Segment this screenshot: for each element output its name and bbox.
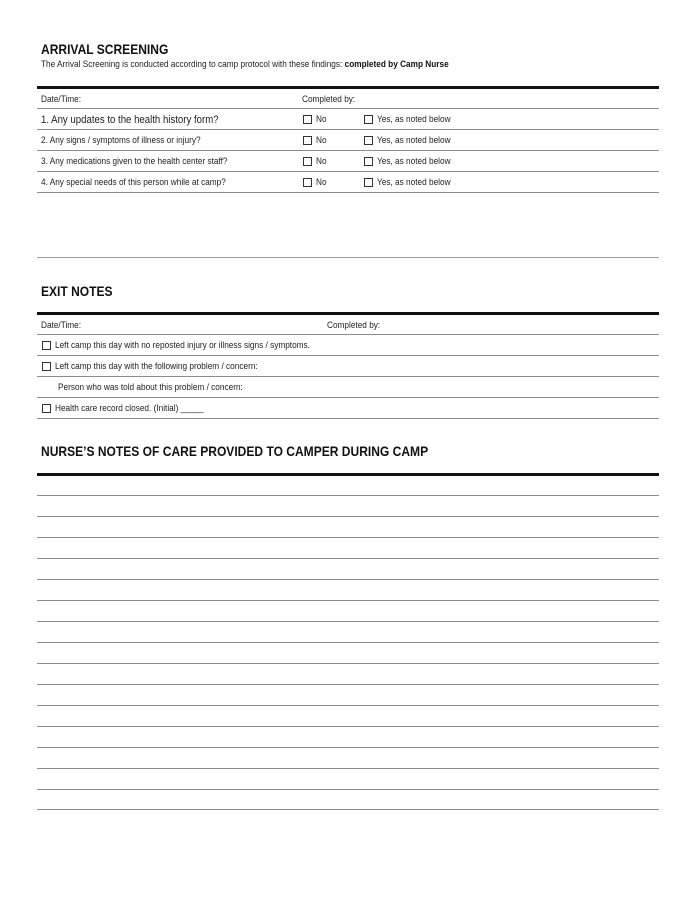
notes-line xyxy=(37,558,659,559)
divider xyxy=(37,334,659,335)
arrival-completed-by-label-text: Completed by: xyxy=(302,94,356,105)
question-1 xyxy=(41,114,247,126)
no-label-text: No xyxy=(316,135,327,146)
arrival-top-rule xyxy=(37,86,659,89)
question-3 xyxy=(41,156,258,168)
exit-person-told-text: Person who was told about this problem / concern: xyxy=(58,382,243,393)
question-1-no-label xyxy=(316,114,328,126)
subtitle-text: The Arrival Screening is conducted according to camp protocol with these findings: xyxy=(41,59,345,70)
notes-line xyxy=(37,768,659,769)
exit-person-told-label xyxy=(58,382,273,394)
question-3-text: 3. Any medications given to the health center staff? xyxy=(41,156,228,167)
question-4-yes-label xyxy=(377,177,463,189)
no-label-text: No xyxy=(316,177,327,188)
notes-line xyxy=(37,663,659,664)
notes-line xyxy=(37,642,659,643)
exit-record-closed-checkbox[interactable] xyxy=(42,404,51,413)
exit-notes-title-text: EXIT NOTES xyxy=(41,283,113,299)
exit-notes-title xyxy=(41,283,124,299)
question-1-no-checkbox[interactable] xyxy=(303,115,312,124)
exit-problem-checkbox[interactable] xyxy=(42,362,51,371)
divider xyxy=(37,397,659,398)
question-1-yes-checkbox[interactable] xyxy=(364,115,373,124)
arrival-screening-title xyxy=(41,41,189,57)
question-2-yes-checkbox[interactable] xyxy=(364,136,373,145)
question-3-yes-checkbox[interactable] xyxy=(364,157,373,166)
arrival-screening-subtitle xyxy=(41,59,515,70)
question-3-yes-label xyxy=(377,156,463,168)
notes-line xyxy=(37,495,659,496)
exit-problem-label xyxy=(55,361,291,373)
divider xyxy=(37,418,659,419)
exit-completed-by-label-text: Completed by: xyxy=(327,320,381,331)
notes-line xyxy=(37,537,659,538)
divider xyxy=(37,108,659,109)
nurses-notes-title-text: NURSE’S NOTES OF CARE PROVIDED TO CAMPER DURING CAMP xyxy=(41,443,429,459)
subtitle-bold-text: completed by Camp Nurse xyxy=(344,59,449,70)
arrival-completed-by-label xyxy=(302,94,364,106)
question-3-no-label xyxy=(316,156,328,168)
exit-record-closed-label xyxy=(55,403,228,415)
nurses-notes-title xyxy=(41,443,491,459)
divider xyxy=(37,150,659,151)
notes-line xyxy=(37,579,659,580)
arrival-screening-title-text: ARRIVAL SCREENING xyxy=(41,41,169,57)
question-1-text: 1. Any updates to the health history form? xyxy=(41,114,219,126)
notes-top-rule xyxy=(37,473,659,476)
notes-line xyxy=(37,809,659,810)
question-4-yes-checkbox[interactable] xyxy=(364,178,373,187)
question-2-text: 2. Any signs / symptoms of illness or injury? xyxy=(41,135,201,146)
divider xyxy=(37,129,659,130)
divider xyxy=(37,376,659,377)
no-label-text: No xyxy=(316,156,327,167)
exit-no-injury-label xyxy=(55,340,351,352)
exit-problem-text: Left camp this day with the following problem / concern: xyxy=(55,361,258,372)
yes-label-text: Yes, as noted below xyxy=(377,177,451,188)
yes-label-text: Yes, as noted below xyxy=(377,156,451,167)
exit-no-injury-checkbox[interactable] xyxy=(42,341,51,350)
notes-line xyxy=(37,789,659,790)
arrival-date-time-label-text: Date/Time: xyxy=(41,94,82,105)
question-1-yes-label xyxy=(377,114,463,126)
notes-line xyxy=(37,684,659,685)
notes-line xyxy=(37,747,659,748)
question-4-text: 4. Any special needs of this person while at camp? xyxy=(41,177,226,188)
notes-line xyxy=(37,705,659,706)
question-2-yes-label xyxy=(377,135,463,147)
section-separator xyxy=(37,257,659,258)
exit-completed-by-label xyxy=(327,320,389,332)
question-3-no-checkbox[interactable] xyxy=(303,157,312,166)
exit-date-time-label-text: Date/Time: xyxy=(41,320,82,331)
notes-line xyxy=(37,516,659,517)
divider xyxy=(37,192,659,193)
question-2-no-checkbox[interactable] xyxy=(303,136,312,145)
yes-label-text: Yes, as noted below xyxy=(377,135,451,146)
question-4-no-label xyxy=(316,177,328,189)
exit-top-rule xyxy=(37,312,659,315)
question-2 xyxy=(41,135,227,147)
exit-record-closed-text: Health care record closed. (Initial) _____ xyxy=(55,403,204,414)
notes-line xyxy=(37,726,659,727)
divider xyxy=(37,355,659,356)
exit-no-injury-text: Left camp this day with no reposted injury or illness signs / symptoms. xyxy=(55,340,310,351)
question-4 xyxy=(41,177,256,189)
yes-label-text: Yes, as noted below xyxy=(377,114,451,125)
notes-line xyxy=(37,600,659,601)
arrival-date-time-label xyxy=(41,94,88,106)
notes-line xyxy=(37,621,659,622)
divider xyxy=(37,171,659,172)
question-2-no-label xyxy=(316,135,328,147)
exit-date-time-label xyxy=(41,320,88,332)
question-4-no-checkbox[interactable] xyxy=(303,178,312,187)
no-label-text: No xyxy=(316,114,327,125)
